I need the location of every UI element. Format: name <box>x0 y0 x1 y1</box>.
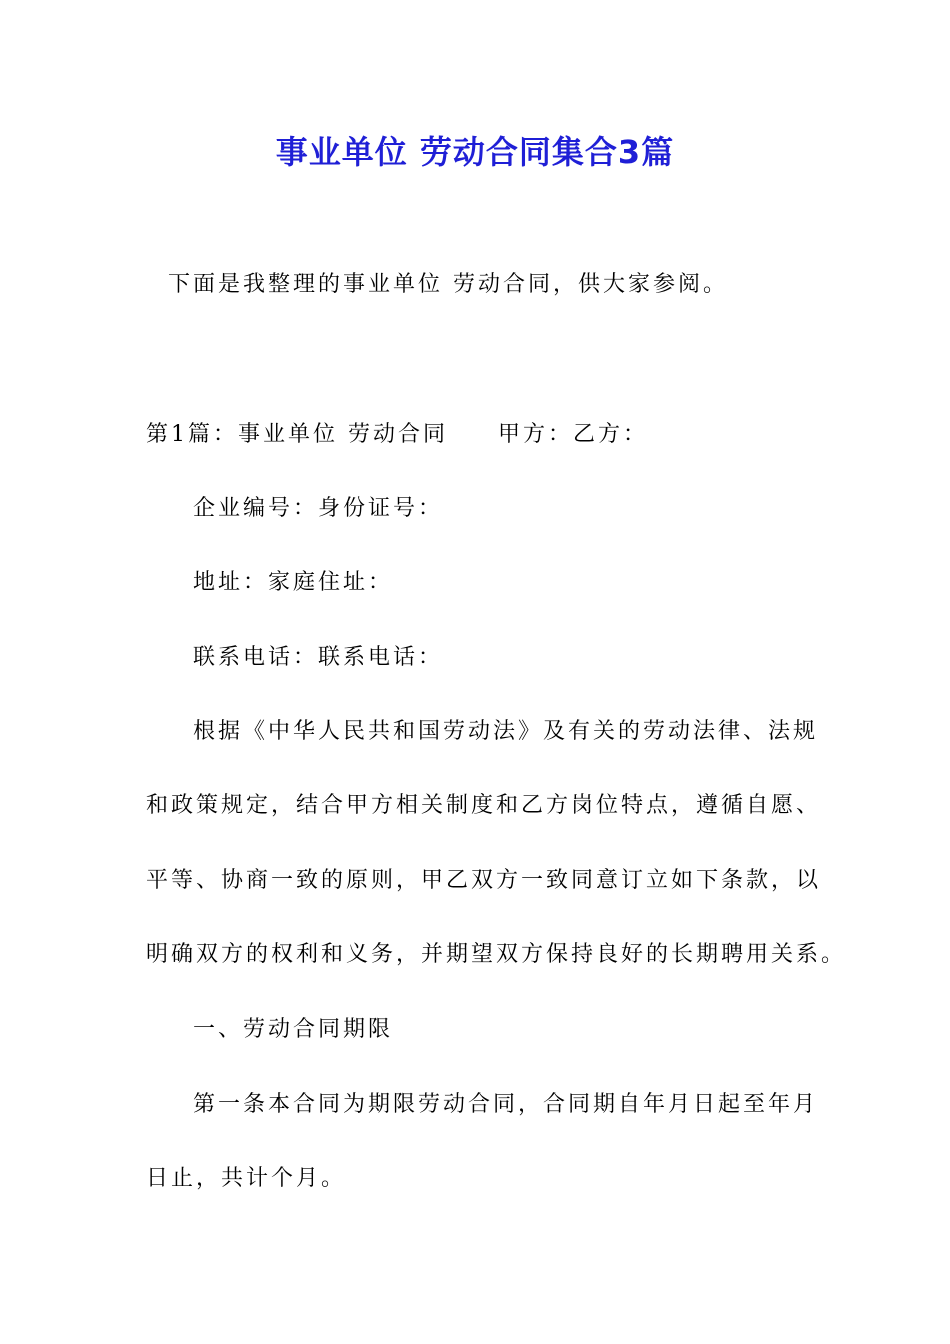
paragraph-line: 平等、协商一致的原则，甲乙双方一致同意订立如下条款，以 <box>146 868 822 893</box>
intro-text: 下面是我整理的事业单位 劳动合同，供大家参阅。 <box>168 272 728 297</box>
paragraph-line: 和政策规定，结合甲方相关制度和乙方岗位特点，遵循自愿、 <box>146 793 822 818</box>
page-title: 事业单位 劳动合同集合3篇 <box>275 133 675 171</box>
clause-line: 日止，共计个月。 <box>146 1166 347 1191</box>
section-heading: 第1篇：事业单位 劳动合同 <box>146 422 448 447</box>
clause-line: 第一条本合同为期限劳动合同，合同期自年月日起至年月 <box>193 1092 819 1117</box>
section-heading-line <box>146 420 648 450</box>
field-address: 地址：家庭住址： <box>193 570 394 595</box>
section-parties: 甲方：乙方： <box>498 422 649 447</box>
field-phone: 联系电话：联系电话： <box>193 645 444 670</box>
field-company-id: 企业编号：身份证号： <box>193 496 444 521</box>
clause-heading: 一、劳动合同期限 <box>193 1017 394 1042</box>
paragraph-line: 根据《中华人民共和国劳动法》及有关的劳动法律、法规 <box>193 719 819 744</box>
paragraph-line: 明确双方的权利和义务，并期望双方保持良好的长期聘用关系。 <box>146 942 847 967</box>
